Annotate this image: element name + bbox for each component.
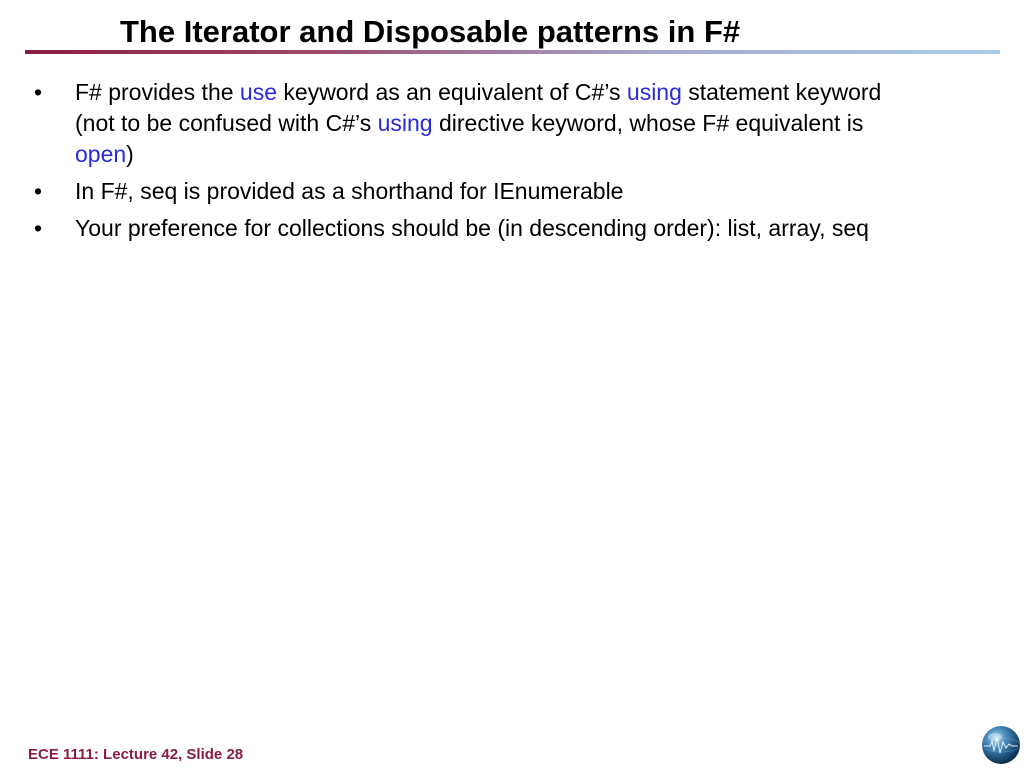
text-segment: ) <box>126 141 134 167</box>
keyword-open: open <box>75 141 127 167</box>
bullet-text <box>75 79 881 167</box>
footer-lecture-info: ECE 1111: Lecture 42, Slide 28 <box>28 746 244 763</box>
keyword-using-directive: using <box>377 110 433 136</box>
bullet-text: Your preference for collections should be (in descending order): list, array, seq <box>75 215 869 241</box>
text-segment: directive keyword, whose F# equivalent is <box>432 110 864 136</box>
text-segment: statement keyword (not to be confused with C#’s <box>75 79 882 136</box>
bullet-marker: • <box>34 178 43 204</box>
bullet-marker: • <box>34 79 43 105</box>
text-segment: keyword as an equivalent of C#’s <box>277 79 627 105</box>
bullet-text: In F#, seq is provided as a shorthand for IEnumerable <box>75 178 624 204</box>
globe-logo-icon <box>981 725 1021 765</box>
keyword-use: use <box>239 79 278 105</box>
text-segment: F# provides the <box>75 79 240 105</box>
title-underline <box>25 50 1000 54</box>
bullet-item <box>34 213 914 244</box>
bullet-item <box>34 176 914 207</box>
bullet-marker: • <box>34 215 43 241</box>
slide-title: The Iterator and Disposable patterns in F# <box>120 14 741 49</box>
bullet-list <box>34 77 914 250</box>
bullet-item <box>34 77 914 170</box>
keyword-using-statement: using <box>626 79 682 105</box>
